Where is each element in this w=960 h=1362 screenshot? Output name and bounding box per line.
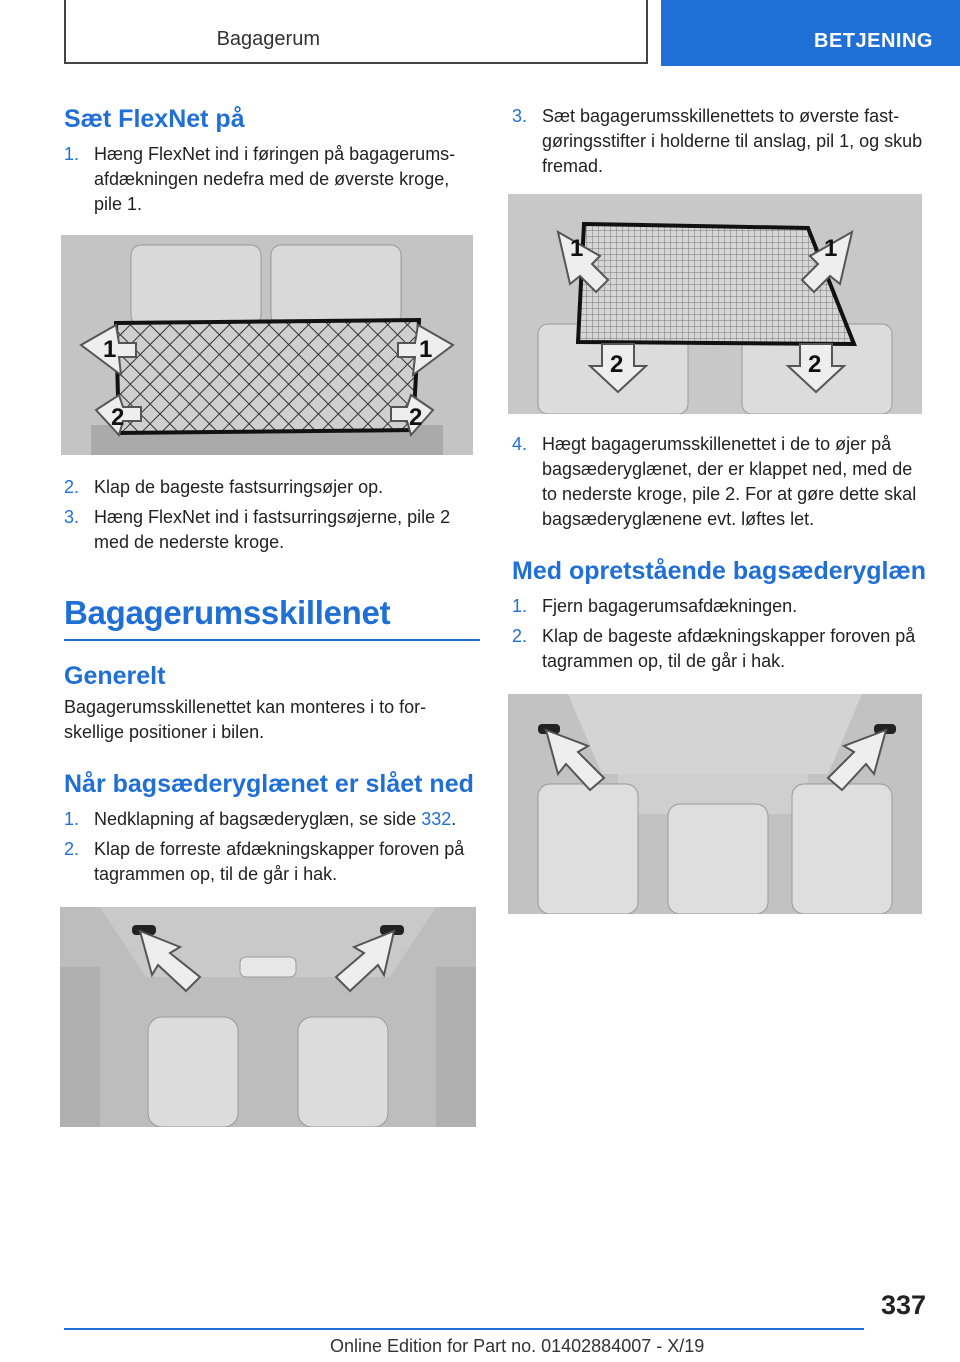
step-number: 1. (512, 596, 528, 616)
flexnet-trunk-illustration (61, 235, 473, 455)
right-column (512, 100, 928, 914)
step-text: Nedklapning af bagsæderyglæn, se side (94, 809, 422, 829)
step-text: Klap de bageste afdækningskapper foroven på tagrammen op, til de går i hak. (542, 626, 916, 671)
flexnet-trunk-image (61, 235, 473, 455)
front-caps-image (60, 907, 476, 1127)
list-item (64, 837, 480, 887)
separating-net-image (508, 194, 922, 414)
flexnet-steps-b (64, 475, 480, 555)
step-text: Fjern bagagerumsafdækningen. (542, 596, 798, 616)
step-text: Klap de forreste afdækningskapper foroven på tagrammen op, til de går i hak. (94, 839, 465, 884)
step-number: 1. (64, 144, 80, 164)
step-text-end: . (451, 809, 457, 829)
left-column (64, 100, 480, 1127)
step-text: Hæng FlexNet ind i føringen på bagagerums-afdækningen nedefra med de øverste kroge, pile 1. (94, 144, 456, 214)
list-item (512, 432, 928, 532)
arrow-label-2: 2 (111, 404, 125, 431)
arrow-label-1: 1 (824, 235, 838, 262)
section-heading: Bagagerumsskillenet (64, 593, 480, 641)
arrow-label-1: 1 (419, 336, 433, 363)
rear-caps-illustration (508, 694, 922, 914)
arrow-label-2: 2 (808, 351, 822, 378)
flexnet-steps-a (64, 142, 480, 217)
folded-heading: Når bagsæderyglænet er slået ned (64, 770, 474, 798)
arrow-label-1: 1 (570, 235, 584, 262)
list-item (64, 475, 480, 500)
edition-text: Online Edition for Part no. 01402884007 - X/19 (330, 1336, 705, 1356)
chapter-tab[interactable]: BETJENING (661, 0, 960, 66)
front-caps-illustration (60, 907, 476, 1127)
step-number: 1. (64, 809, 80, 829)
list-item (64, 142, 480, 217)
page-link[interactable]: 332 (421, 809, 452, 829)
upright-steps (512, 594, 928, 674)
right-steps-a (512, 104, 928, 179)
general-heading: Generelt (64, 662, 166, 690)
page-number: 337 (880, 1290, 926, 1320)
upright-heading: Med opretstående bagsæderyglæn (512, 557, 926, 585)
step-text: Hæng FlexNet ind i fastsurringsøjerne, pile 2 med de nederste kroge. (94, 507, 451, 552)
right-steps-b (512, 432, 928, 532)
rear-caps-image (508, 694, 922, 914)
general-text: Bagagerumsskillenettet kan monteres i to for-skellige positioner i bilen. (64, 697, 427, 742)
list-item (64, 505, 480, 555)
folded-steps (64, 807, 480, 887)
header-frame (64, 0, 648, 64)
step-number: 2. (64, 477, 80, 497)
step-text: Klap de bageste fastsurringsøjer op. (94, 477, 384, 497)
footer-divider (64, 1328, 864, 1330)
arrow-label-2: 2 (610, 351, 624, 378)
step-number: 3. (512, 106, 528, 126)
arrow-label-1: 1 (103, 336, 117, 363)
flexnet-heading: Sæt FlexNet på (64, 105, 245, 133)
step-number: 2. (512, 626, 528, 646)
step-number: 2. (64, 839, 80, 859)
arrow-label-2: 2 (409, 404, 423, 431)
step-text: Sæt bagagerumsskillenettets to øverste fast-gøringsstifter i holderne til anslag, pil 1, og skub fremad. (542, 106, 923, 176)
list-item (64, 807, 480, 832)
list-item (512, 104, 928, 179)
list-item (512, 594, 928, 619)
step-number: 4. (512, 434, 528, 454)
list-item (512, 624, 928, 674)
separating-net-illustration (508, 194, 922, 414)
section-title: Bagagerum (216, 28, 320, 50)
step-text: Hægt bagagerumsskillenettet i de to øjer på bagsæderyglænet, der er klappet ned, med de to nederste kroge, pile 2. For at gøre dette skal bagsæderyglænene evt. løftes let. (542, 434, 917, 529)
step-number: 3. (64, 507, 80, 527)
